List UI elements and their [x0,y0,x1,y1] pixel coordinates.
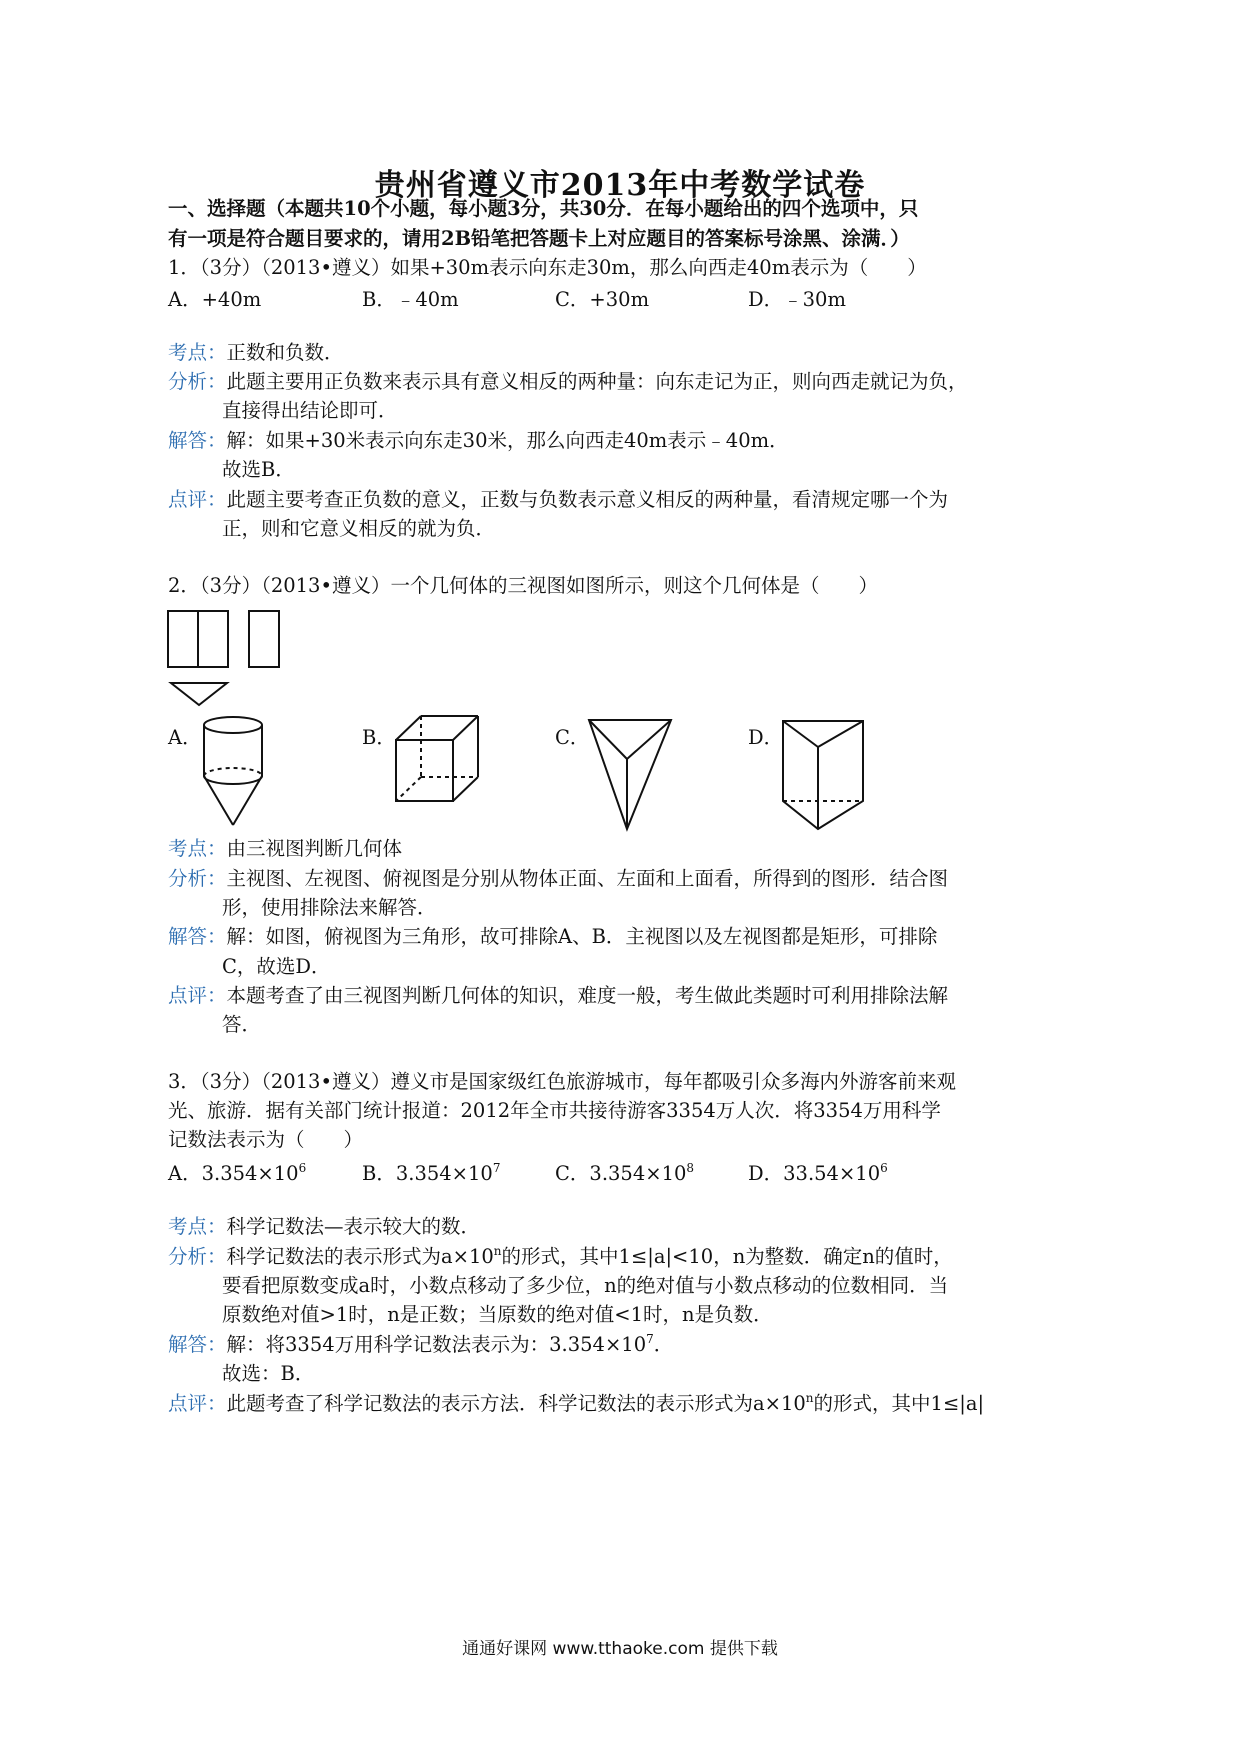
kaodian-label: 考点： [168,837,227,860]
q2-jieda-cont: C，故选D． [222,955,331,978]
kaodian-label: 考点： [168,341,227,364]
q3-jieda: 解答：解：将3354万用科学记数法表示为：$3.354\times 10^7$． [168,1332,674,1356]
q2-jieda: 解答：解：如图，俯视图为三角形，故可排除A、B．主视图以及左视图都是矩形，可排除 [168,925,938,948]
q3-option-b: B．$3.354\times 10^7$ [362,1161,501,1185]
q3-stem-line3: 记数法表示为（ ） [168,1128,364,1151]
jieda-label: 解答： [168,429,227,452]
q1-fenxi: 分析：此题主要用正负数来表示具有意义相反的两种量：向东走记为正，则向西走就记为负， [168,370,968,393]
fenxi-label: 分析： [168,867,227,890]
q2-option-b: B． [362,726,396,749]
q3-stem-line1: 3．（3分）（2013•遵义）遵义市是国家级红色旅游城市，每年都吸引众多海内外游客前来观 [168,1070,956,1093]
q1-option-a: A．+40m [168,288,262,311]
cylinder-cone-figure [198,713,268,833]
q2-fenxi: 分析：主视图、左视图、俯视图是分别从物体正面、左面和上面看，所得到的图形．结合图 [168,867,949,890]
q2-dianping: 点评：本题考查了由三视图判断几何体的知识，难度一般，考生做此类题时可利用排除法解 [168,984,949,1007]
q2-stem: 2．（3分）（2013•遵义）一个几何体的三视图如图所示，则这个几何体是（ ） [168,574,878,597]
q3-fenxi-cont2: 原数绝对值>1时，n是正数；当原数的绝对值<1时，n是负数． [222,1303,773,1326]
q3-option-a: A．$3.354\times 10^6$ [168,1161,307,1185]
q3-option-d: D．$33.54\times 10^6$ [748,1161,888,1185]
q2-dianping-cont: 答． [222,1013,262,1036]
q3-jieda-cont: 故选：B． [222,1362,315,1385]
pyramid-figure [585,713,675,833]
q3-option-c: C．$3.354\times 10^8$ [555,1161,695,1185]
q1-jieda: 解答：解：如果+30米表示向东走30米，那么向西走40m表示﹣40m． [168,429,789,452]
q3-kaodian: 考点：科学记数法—表示较大的数． [168,1215,481,1238]
section-heading-line1: 一、选择题（本题共10个小题，每小题3分，共30分．在每小题给出的四个选项中，只 [168,197,919,220]
q1-kaodian: 考点：正数和负数． [168,341,344,364]
fenxi-label: 分析： [168,370,227,393]
q2-kaodian: 考点：由三视图判断几何体 [168,837,403,860]
section-heading-line2: 有一项是符合题目要求的，请用2B铅笔把答题卡上对应题目的答案标号涂黑、涂满．） [168,227,910,250]
dianping-label: 点评： [168,488,227,511]
q3-stem-line2: 光、旅游．据有关部门统计报道：2012年全市共接待游客3354万人次．将3354万用科学 [168,1099,941,1122]
q1-jieda-cont: 故选B． [222,458,295,481]
kaodian-label: 考点： [168,1215,227,1238]
q1-fenxi-cont: 直接得出结论即可． [222,399,398,422]
three-views-figure [165,608,285,708]
q3-fenxi: 分析：科学记数法的表示形式为$a\times 10^n$的形式，其中1≤|a|<10，n为整数．确定n的值时， [168,1244,953,1268]
fenxi-label: 分析： [168,1245,227,1268]
footer-watermark: 通通好课网 www.tthaoke.com 提供下载 [462,1639,778,1659]
q1-option-b: B．﹣40m [362,288,459,311]
q1-dianping: 点评：此题主要考查正负数的意义，正数与负数表示意义相反的两种量，看清规定哪一个为 [168,488,949,511]
dianping-label: 点评： [168,1392,227,1415]
q3-dianping: 点评：此题考查了科学记数法的表示方法．科学记数法的表示形式为$a\times 10^n$的形式，其中1≤|a| [168,1391,985,1415]
q2-fenxi-cont: 形，使用排除法来解答． [222,896,437,919]
q2-option-d: D． [748,726,784,749]
triangular-prism-figure [778,713,868,833]
cube-figure [393,713,483,808]
dianping-label: 点评： [168,984,227,1007]
q1-dianping-cont: 正，则和它意义相反的就为负． [222,517,496,540]
q2-option-c: C． [555,726,590,749]
jieda-label: 解答： [168,1333,227,1356]
q1-option-c: C．+30m [555,288,650,311]
q1-stem: 1．（3分）（2013•遵义）如果+30m表示向东走30m，那么向西走40m表示为（ ） [168,256,927,279]
q1-option-d: D．﹣30m [748,288,846,311]
q2-option-a: A． [168,726,202,749]
q3-fenxi-cont1: 要看把原数变成a时，小数点移动了多少位，n的绝对值与小数点移动的位数相同．当 [222,1274,949,1297]
jieda-label: 解答： [168,925,227,948]
page-title: 贵州省遵义市2013年中考数学试卷 [374,168,866,203]
